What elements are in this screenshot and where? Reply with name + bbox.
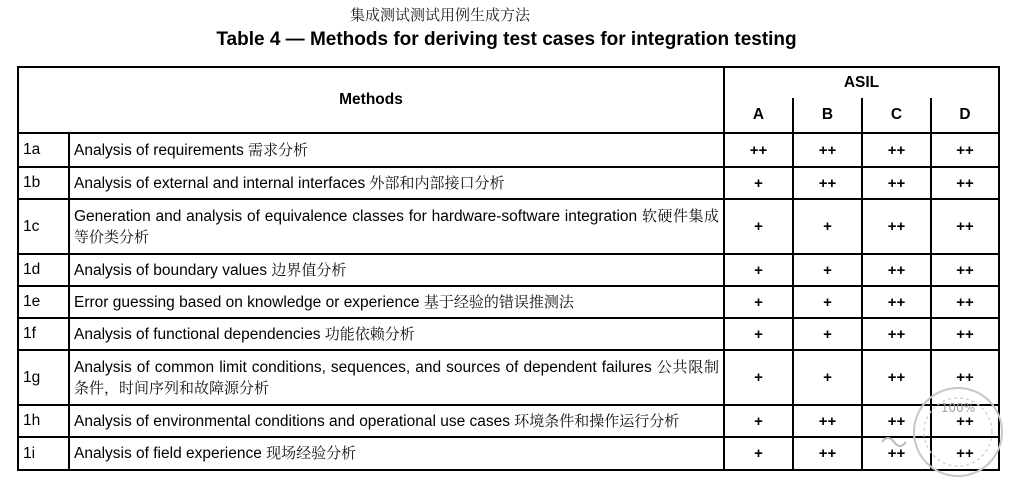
rating-a: + bbox=[724, 286, 793, 318]
rating-b: ++ bbox=[793, 167, 862, 199]
method-id: 1b bbox=[18, 167, 69, 199]
method-id: 1c bbox=[18, 199, 69, 254]
watermark-stamp bbox=[870, 380, 1010, 480]
table-row bbox=[18, 286, 999, 318]
method-en: Error guessing based on knowledge or experience bbox=[74, 293, 420, 311]
rating-a: + bbox=[724, 437, 793, 470]
asil-level-d: D bbox=[931, 98, 999, 133]
method-en: Analysis of boundary values bbox=[74, 261, 268, 279]
method-cn: 功能依赖分析 bbox=[324, 324, 415, 343]
rating-d: ++ bbox=[931, 286, 999, 318]
asil-level-a: A bbox=[724, 98, 793, 133]
table-row bbox=[18, 405, 999, 437]
method-description bbox=[69, 350, 724, 405]
method-en: Analysis of common limit conditions, sequences, and sources of dependent failures bbox=[74, 358, 652, 376]
rating-a: + bbox=[724, 254, 793, 286]
rating-b: ++ bbox=[793, 133, 862, 167]
method-id: 1g bbox=[18, 350, 69, 405]
table-row bbox=[18, 350, 999, 405]
method-id: 1f bbox=[18, 318, 69, 350]
rating-b: ++ bbox=[793, 405, 862, 437]
rating-b: + bbox=[793, 350, 862, 405]
rating-c: ++ bbox=[862, 405, 931, 437]
asil-level-c: C bbox=[862, 98, 931, 133]
method-en: Analysis of requirements bbox=[74, 141, 244, 159]
table-row bbox=[18, 437, 999, 470]
method-cn: 需求分析 bbox=[248, 140, 309, 159]
watermark-text: 100% bbox=[940, 401, 976, 415]
rating-d: ++ bbox=[931, 254, 999, 286]
rating-c: ++ bbox=[862, 350, 931, 405]
method-en: Analysis of functional dependencies bbox=[74, 325, 321, 343]
method-description bbox=[69, 199, 724, 254]
rating-d: ++ bbox=[931, 318, 999, 350]
asil-level-b: B bbox=[793, 98, 862, 133]
rating-d: ++ bbox=[931, 133, 999, 167]
methods-table bbox=[17, 66, 1000, 471]
table-row bbox=[18, 254, 999, 286]
method-en: Analysis of environmental conditions and operational use cases bbox=[74, 412, 510, 430]
method-cn: 边界值分析 bbox=[271, 260, 347, 279]
table-row bbox=[18, 318, 999, 350]
rating-a: + bbox=[724, 167, 793, 199]
rating-c: ++ bbox=[862, 167, 931, 199]
methods-header: Methods bbox=[18, 67, 724, 133]
rating-b: ++ bbox=[793, 437, 862, 470]
rating-a: + bbox=[724, 350, 793, 405]
method-id: 1d bbox=[18, 254, 69, 286]
method-en: Analysis of field experience bbox=[74, 445, 262, 462]
rating-b: + bbox=[793, 318, 862, 350]
rating-b: + bbox=[793, 286, 862, 318]
rating-a: + bbox=[724, 318, 793, 350]
method-en: Analysis of external and internal interfaces bbox=[74, 174, 366, 192]
method-id: 1e bbox=[18, 286, 69, 318]
stamp-seal-icon bbox=[870, 380, 1010, 480]
table-row bbox=[18, 167, 999, 199]
method-description bbox=[69, 167, 724, 199]
rating-d: ++ bbox=[931, 350, 999, 405]
method-id: 1h bbox=[18, 405, 69, 437]
rating-d: ++ bbox=[931, 437, 999, 470]
rating-c: ++ bbox=[862, 286, 931, 318]
asil-header: ASIL bbox=[724, 67, 999, 98]
method-cn: 现场经验分析 bbox=[266, 444, 357, 462]
method-description bbox=[69, 437, 724, 470]
method-cn: 公共限制条件，时间序列和故障源分析 bbox=[74, 357, 719, 397]
method-en: Generation and analysis of equivalence classes for hardware-software integration bbox=[74, 207, 638, 225]
method-description bbox=[69, 133, 724, 167]
table-row bbox=[18, 199, 999, 254]
rating-b: + bbox=[793, 199, 862, 254]
header-row-asil bbox=[18, 67, 999, 98]
rating-a: + bbox=[724, 199, 793, 254]
table-row bbox=[18, 133, 999, 167]
rating-c: ++ bbox=[862, 318, 931, 350]
rating-d: ++ bbox=[931, 167, 999, 199]
method-cn: 基于经验的错误推测法 bbox=[423, 292, 574, 311]
rating-d: ++ bbox=[931, 405, 999, 437]
rating-c: ++ bbox=[862, 437, 931, 470]
method-id: 1a bbox=[18, 133, 69, 167]
method-id: 1i bbox=[18, 437, 69, 470]
rating-b: + bbox=[793, 254, 862, 286]
method-description bbox=[69, 286, 724, 318]
rating-c: ++ bbox=[862, 199, 931, 254]
method-cn: 环境条件和操作运行分析 bbox=[514, 411, 680, 430]
method-description bbox=[69, 254, 724, 286]
chinese-title: 集成测试测试用例生成方法 bbox=[349, 6, 530, 24]
rating-a: + bbox=[724, 405, 793, 437]
table-body bbox=[18, 133, 999, 470]
rating-c: ++ bbox=[862, 254, 931, 286]
rating-c: ++ bbox=[862, 133, 931, 167]
method-cn: 软硬件集成等价类分析 bbox=[74, 206, 719, 246]
method-description bbox=[69, 318, 724, 350]
rating-a: ++ bbox=[724, 133, 793, 167]
method-cn: 外部和内部接口分析 bbox=[369, 173, 505, 192]
method-description bbox=[69, 405, 724, 437]
rating-d: ++ bbox=[931, 199, 999, 254]
table-title: Table 4 — Methods for deriving test cases for integration testing bbox=[216, 29, 797, 50]
